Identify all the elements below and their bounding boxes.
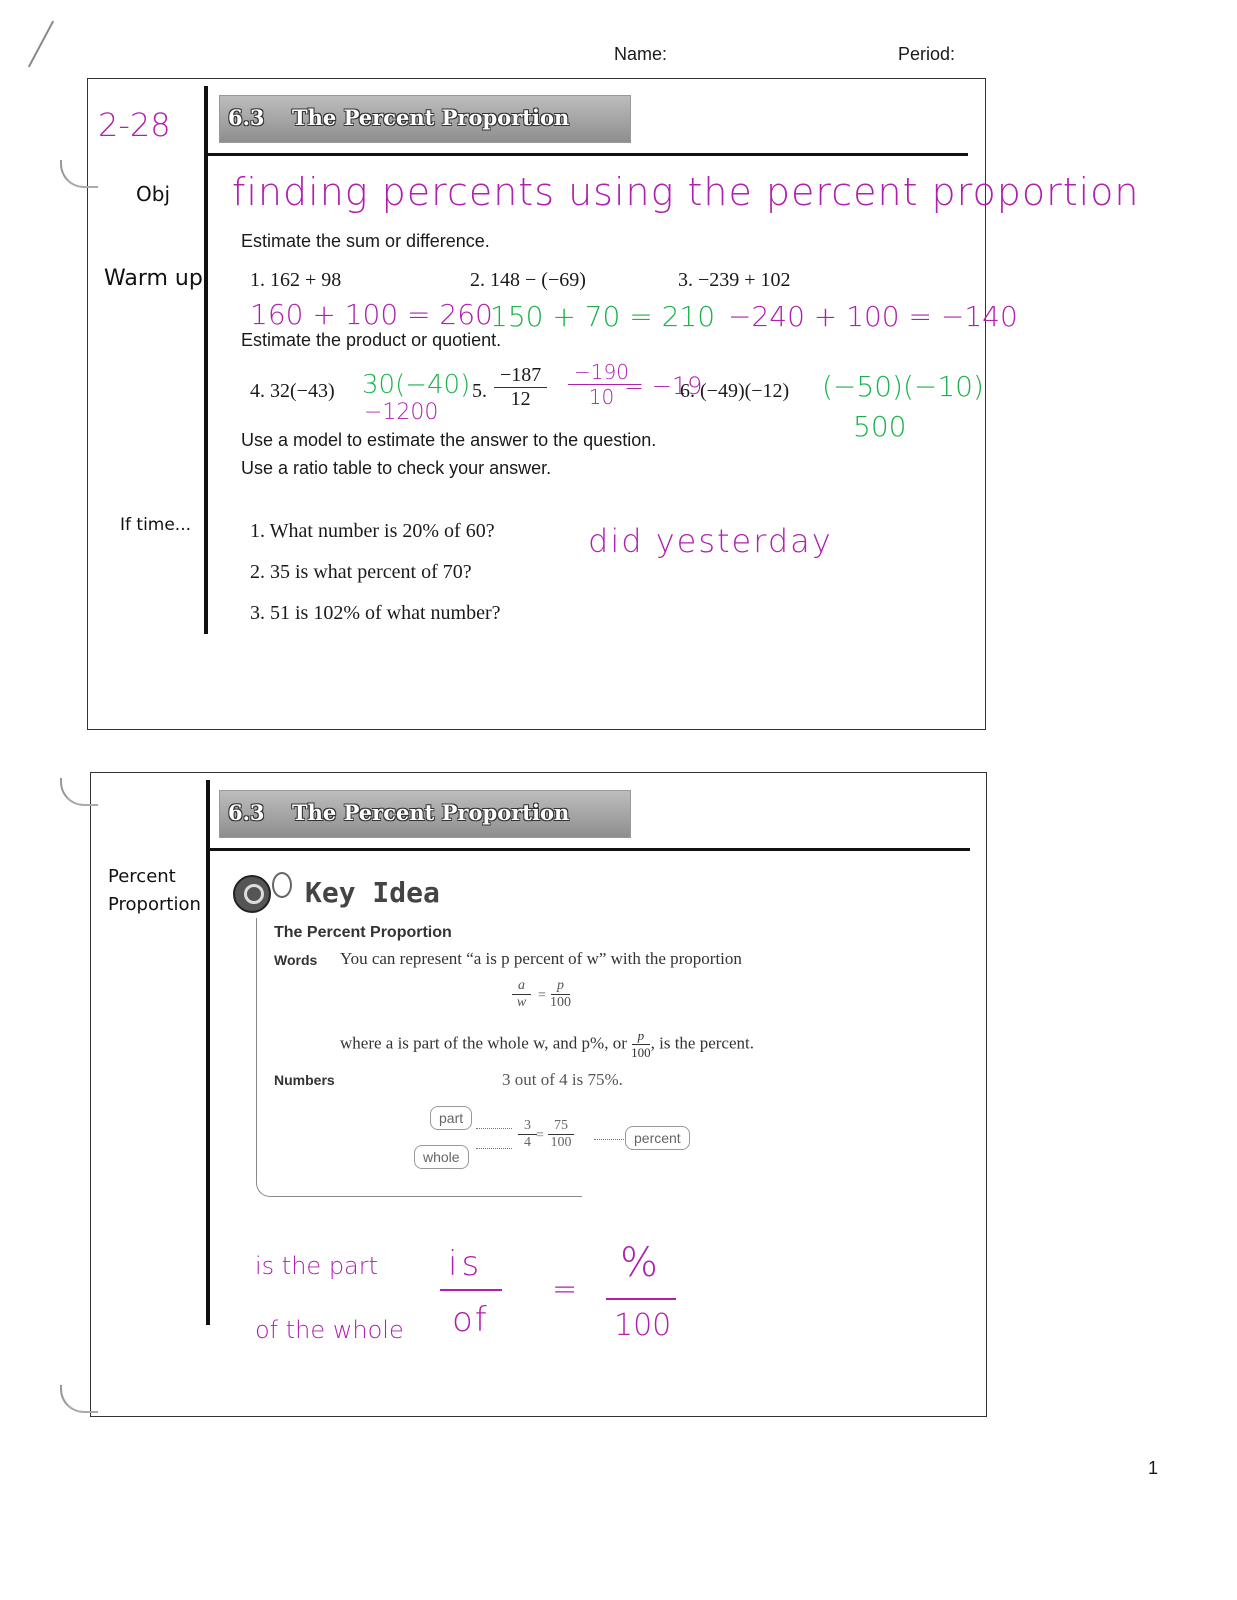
question-3: 3. 51 is 102% of what number? [250,602,501,624]
iftime-label: If time... [120,515,192,535]
answer-6a: (−50)(−10) [822,370,984,403]
where-text-2: , is the percent. [650,1033,754,1053]
equation-left [512,978,531,1011]
answer-6b: 500 [853,410,907,443]
arrow-part [476,1128,512,1129]
pen-mark [28,21,54,68]
numbers-label: Numbers [274,1072,335,1088]
section2-divider [206,780,210,1325]
eq-p: p [551,978,570,995]
name-label: Name: [614,44,668,64]
pill-percent: percent [625,1126,690,1150]
problem-2: 2. 148 − (−69) [470,269,586,291]
where-p: p [632,1028,651,1045]
date-note: 2-28 [98,106,171,144]
hw-percent: % [620,1240,659,1286]
problem-5-fraction [494,364,547,411]
answer-3: −240 + 100 = −140 [728,300,1018,333]
hw-is: is [448,1244,484,1284]
banner-number: 6.3 [228,105,265,130]
key-idea-title: Key Idea [305,876,440,909]
pill-part: part [430,1106,472,1130]
problem-5-numerator: −187 [494,364,547,388]
where-text [340,1028,754,1061]
banner-title: The Percent Proportion [292,800,570,825]
section2-rule [206,848,970,851]
obj-label: Obj [136,182,170,206]
answer-5-numerator: −190 [568,360,635,385]
section2-banner [219,790,631,838]
section1-rule [204,153,968,156]
binder-hole [60,1385,98,1413]
where-text-1: where a is part of the whole w, and p%, or [340,1033,627,1053]
numbers-text: 3 out of 4 is 75%. [502,1070,623,1089]
did-yesterday-note: did yesterday [588,522,833,560]
side-label-proportion: Proportion [108,894,201,915]
eq-w: w [516,995,527,1010]
hw-is-the-part: is the part [255,1252,379,1280]
arrow-percent [594,1139,624,1140]
answer-4a: 30(−40) [362,370,471,400]
answer-1: 160 + 100 = 260 [250,298,493,331]
answer-5-denominator: 10 [588,385,615,409]
instruction-model: Use a model to estimate the answer to the question. Use a ratio table to check your answer. [241,430,657,478]
hw-equals: = [552,1272,578,1307]
eq-a: a [512,978,531,995]
box-title: The Percent Proportion [274,924,452,941]
banner-number: 6.3 [228,800,265,825]
equation-right [550,978,571,1011]
binder-hole [60,160,98,188]
n100: 100 [550,1135,572,1150]
arrow-whole [476,1148,512,1149]
warmup-label: Warm up [104,266,203,291]
hw-fraction-bar-left [440,1289,502,1291]
problem-6: 6. (−49)(−12) [680,380,790,402]
problem-1: 1. 162 + 98 [250,269,342,291]
eq-100: 100 [550,995,571,1010]
period-label: Period: [898,44,956,64]
banner-title: The Percent Proportion [292,105,570,130]
objective-text: finding percents using the percent proportion [232,170,1140,214]
answer-2: 150 + 70 = 210 [490,300,716,333]
equals-sign: = [538,988,546,1003]
hw-of: of [452,1300,489,1340]
instruction-product: Estimate the product or quotient. [241,330,502,350]
problem-3: 3. −239 + 102 [678,269,791,291]
question-2: 2. 35 is what percent of 70? [250,561,472,583]
n3: 3 [518,1118,537,1135]
words-text: You can represent “a is p percent of w” with the proportion [340,949,742,968]
side-label-percent: Percent [108,866,176,887]
n4: 4 [524,1135,531,1150]
binder-hole [60,778,98,806]
example-fraction-right [548,1118,574,1151]
example-fraction-left [518,1118,537,1151]
hw-of-the-whole: of the whole [255,1316,404,1344]
where-100: 100 [631,1045,651,1060]
answer-5-result: = −19 [624,372,703,400]
hw-100: 100 [614,1308,672,1343]
problem-4: 4. 32(−43) [250,380,335,402]
key-idea-icon [233,875,271,913]
problem-5-label: 5. [472,380,487,402]
section1-banner [219,95,631,143]
n75: 75 [548,1118,574,1135]
page-number: 1 [1148,1458,1159,1478]
section1-divider [204,86,208,634]
words-label: Words [274,952,318,968]
question-1: 1. What number is 20% of 60? [250,520,495,542]
problem-5-denominator: 12 [510,388,531,410]
o-glyph-icon [272,872,292,898]
example-equals: = [536,1128,544,1143]
instruction-sum: Estimate the sum or difference. [241,231,490,251]
pill-whole: whole [414,1145,469,1169]
answer-4b: −1200 [364,400,439,425]
hw-fraction-bar-right [606,1298,676,1300]
